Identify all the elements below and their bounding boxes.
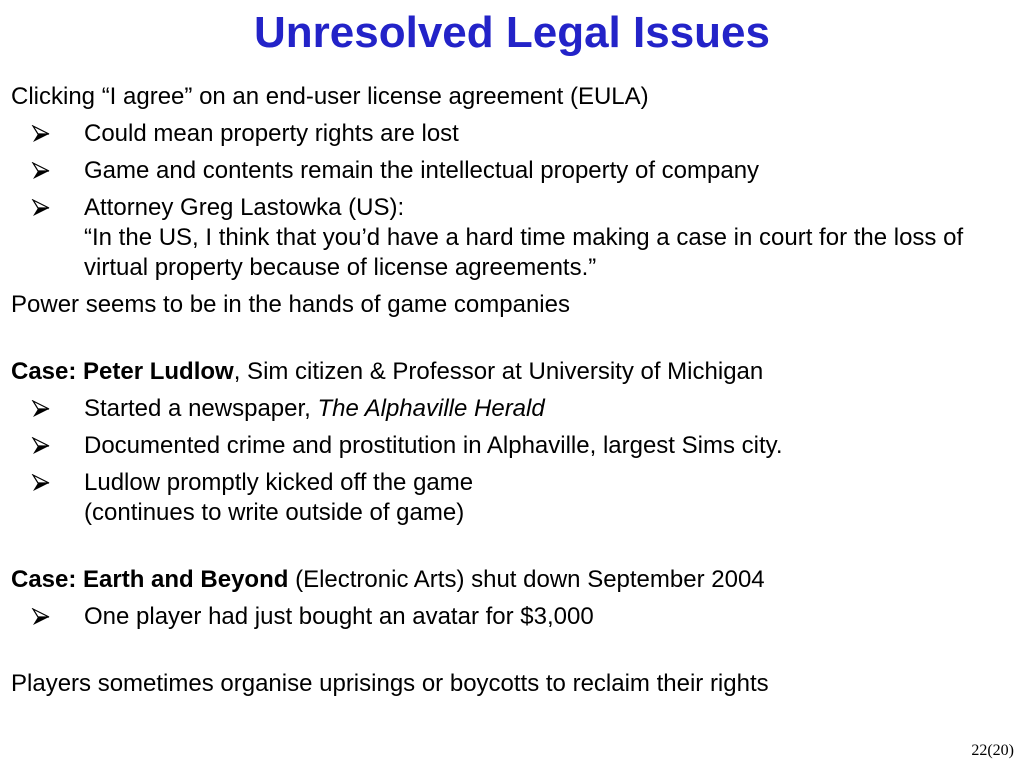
closing-statement: Players sometimes organise uprisings or boycotts to reclaim their rights <box>11 670 769 697</box>
arrow-bullet-icon <box>31 156 51 180</box>
arrow-bullet-icon <box>31 119 51 143</box>
case-description: , Sim citizen & Professor at University of Michigan <box>233 358 764 385</box>
bullet-item <box>11 119 1016 149</box>
bullet-item <box>11 156 1016 186</box>
ludlow-case-heading <box>11 357 1016 387</box>
arrow-bullet-icon <box>31 602 51 626</box>
page-number: 22(20) <box>971 742 1014 759</box>
bullet-text: Game and contents remain the intellectual property of company <box>84 157 760 184</box>
arrow-bullet-icon <box>31 468 51 492</box>
bullet-subtext: (continues to write outside of game) <box>84 499 465 526</box>
bullet-text: Documented crime and prostitution in Alphaville, largest Sims city. <box>84 432 783 459</box>
case-description: (Electronic Arts) shut down September 2004 <box>288 566 765 593</box>
power-statement: Power seems to be in the hands of game companies <box>11 291 570 318</box>
lastowka-name: Attorney Greg Lastowka (US): <box>84 194 405 221</box>
bullet-text: One player had just bought an avatar for $3,000 <box>84 603 594 630</box>
bullet-item <box>11 394 1016 424</box>
arrow-bullet-icon <box>31 193 51 217</box>
bullet-text: Started a newspaper, <box>84 395 318 422</box>
eula-intro: Clicking “I agree” on an end-user license agreement (EULA) <box>11 83 649 110</box>
slide-title: Unresolved Legal Issues <box>254 8 770 57</box>
bullet-text: Ludlow promptly kicked off the game <box>84 469 474 496</box>
earth-case-heading <box>11 565 1016 595</box>
bullet-item <box>11 602 1016 632</box>
newspaper-title: The Alphaville Herald <box>317 395 545 422</box>
arrow-bullet-icon <box>31 394 51 418</box>
bullet-item <box>11 431 1016 461</box>
arrow-bullet-icon <box>31 431 51 455</box>
bullet-item <box>11 193 1016 283</box>
case-label: Case: Earth and Beyond <box>11 566 289 593</box>
case-label: Case: Peter Ludlow <box>11 358 234 385</box>
lastowka-quote: “In the US, I think that you’d have a hard time making a case in court for the loss of virtual property because of license agreements.” <box>84 224 964 281</box>
bullet-item <box>11 468 1016 528</box>
slide-body <box>11 82 1016 699</box>
bullet-text: Could mean property rights are lost <box>84 120 459 147</box>
